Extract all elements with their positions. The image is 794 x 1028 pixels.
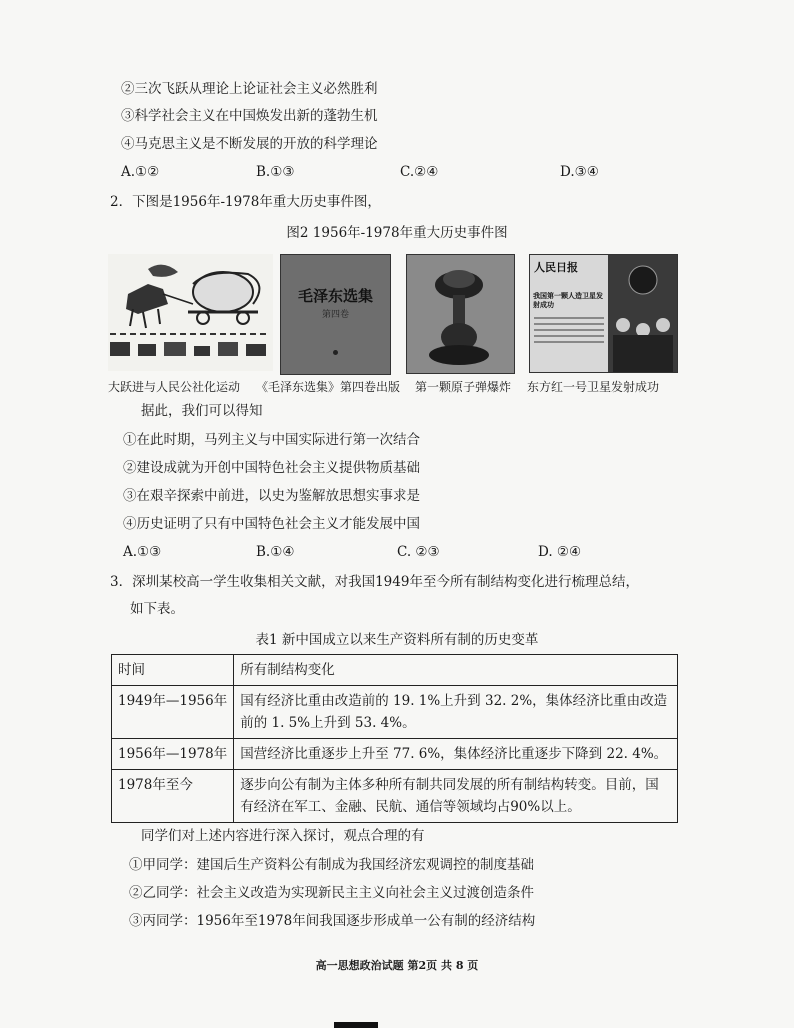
great-leap-image (108, 254, 273, 371)
mao-selected-works-image (280, 254, 391, 375)
book-title: 毛泽东选集 (297, 287, 373, 305)
image-label-1: 大跃进与人民公社化运动 (108, 380, 241, 394)
table-cell-change: 国营经济比重逐步上升至 77. 6%，集体经济比重逐步下降到 22. 4%。 (234, 739, 678, 770)
satellite-launch-image (529, 254, 678, 373)
table-cell-change: 逐步向公有制为主体多种所有制共同发展的所有制结构转变。目前，国有经济在军工、金融、民航、通信等领域均占90%以上。 (234, 770, 678, 823)
book-volume: 第四卷 (321, 310, 349, 320)
image-label-3: 第一颗原子弹爆炸 (415, 380, 512, 394)
newspaper-headline: 我国第一颗人造卫星发射成功 (533, 291, 603, 309)
page-footer: 高一思想政治试题 第2页 共 8 页 (315, 959, 479, 972)
q3-statement-1: ①甲同学：建国后生产资料公有制成为我国经济宏观调控的制度基础 (129, 857, 534, 873)
image-label-4: 东方红一号卫星发射成功 (527, 380, 660, 394)
q2-statement-1: ①在此时期，马列主义与中国实际进行第一次结合 (123, 432, 420, 448)
table-row (112, 739, 678, 770)
q1-choice-b[interactable]: B.①③ (256, 164, 295, 180)
q2-statement-4: ④历史证明了只有中国特色社会主义才能发展中国 (123, 516, 420, 532)
table-cell-period: 1978年至今 (112, 770, 234, 823)
q1-choice-c[interactable]: C.②④ (400, 164, 439, 180)
q3-stem-continued: 如下表。 (130, 601, 184, 617)
q1-choice-a[interactable]: A.①② (121, 164, 160, 180)
q1-item-4: ④马克思主义是不断发展的开放的科学理论 (121, 136, 378, 152)
table-cell-change: 国有经济比重由改造前的 19. 1%上升到 32. 2%，集体经济比重由改造前的 1. 5%上升到 53. 4%。 (234, 686, 678, 739)
q2-stem: 2．下图是1956年-1978年重大历史事件图， (110, 194, 381, 210)
table-header: 时间 (112, 655, 234, 686)
table-row (112, 686, 678, 739)
table-cell-period: 1956年—1978年 (112, 739, 234, 770)
q1-choice-d[interactable]: D.③④ (560, 164, 599, 180)
q2-choice-d[interactable]: D. ②④ (538, 544, 582, 560)
table-row (112, 770, 678, 823)
figure-caption: 图2 1956年-1978年重大历史事件图 (286, 225, 508, 241)
q2-choice-a[interactable]: A.①③ (123, 544, 162, 560)
q2-statement-2: ②建设成就为开创中国特色社会主义提供物质基础 (123, 460, 420, 476)
q2-choice-c[interactable]: C. ②③ (397, 544, 440, 560)
table-header-row (112, 655, 678, 686)
q1-item-3: ③科学社会主义在中国焕发出新的蓬勃生机 (121, 108, 378, 124)
table-caption: 表1 新中国成立以来生产资料所有制的历史变革 (255, 632, 539, 648)
q3-statement-3: ③丙同学：1956年至1978年间我国逐步形成单一公有制的经济结构 (129, 913, 536, 929)
newspaper-masthead: 人民日报 (534, 261, 578, 274)
image-label-2: 《毛泽东选集》第四卷出版 (256, 380, 401, 394)
q3-lead: 同学们对上述内容进行深入探讨，观点合理的有 (141, 828, 425, 844)
table-cell-period: 1949年—1956年 (112, 686, 234, 739)
ownership-history-table (111, 654, 678, 823)
q1-item-2: ②三次飞跃从理论上论证社会主义必然胜利 (121, 81, 378, 97)
q2-choice-b[interactable]: B.①④ (256, 544, 295, 560)
table-header: 所有制结构变化 (234, 655, 678, 686)
q3-statement-2: ②乙同学：社会主义改造为实现新民主主义向社会主义过渡创造条件 (129, 885, 534, 901)
atomic-bomb-image (406, 254, 515, 374)
q3-stem: 3．深圳某校高一学生收集相关文献，对我国1949年至今所有制结构变化进行梳理总结， (110, 574, 639, 590)
newspaper-clipping (530, 255, 608, 372)
q2-statement-3: ③在艰辛探索中前进，以史为鉴解放思想实事求是 (123, 488, 420, 504)
q2-lead: 据此，我们可以得知 (141, 403, 263, 419)
scan-mark (334, 1022, 378, 1028)
